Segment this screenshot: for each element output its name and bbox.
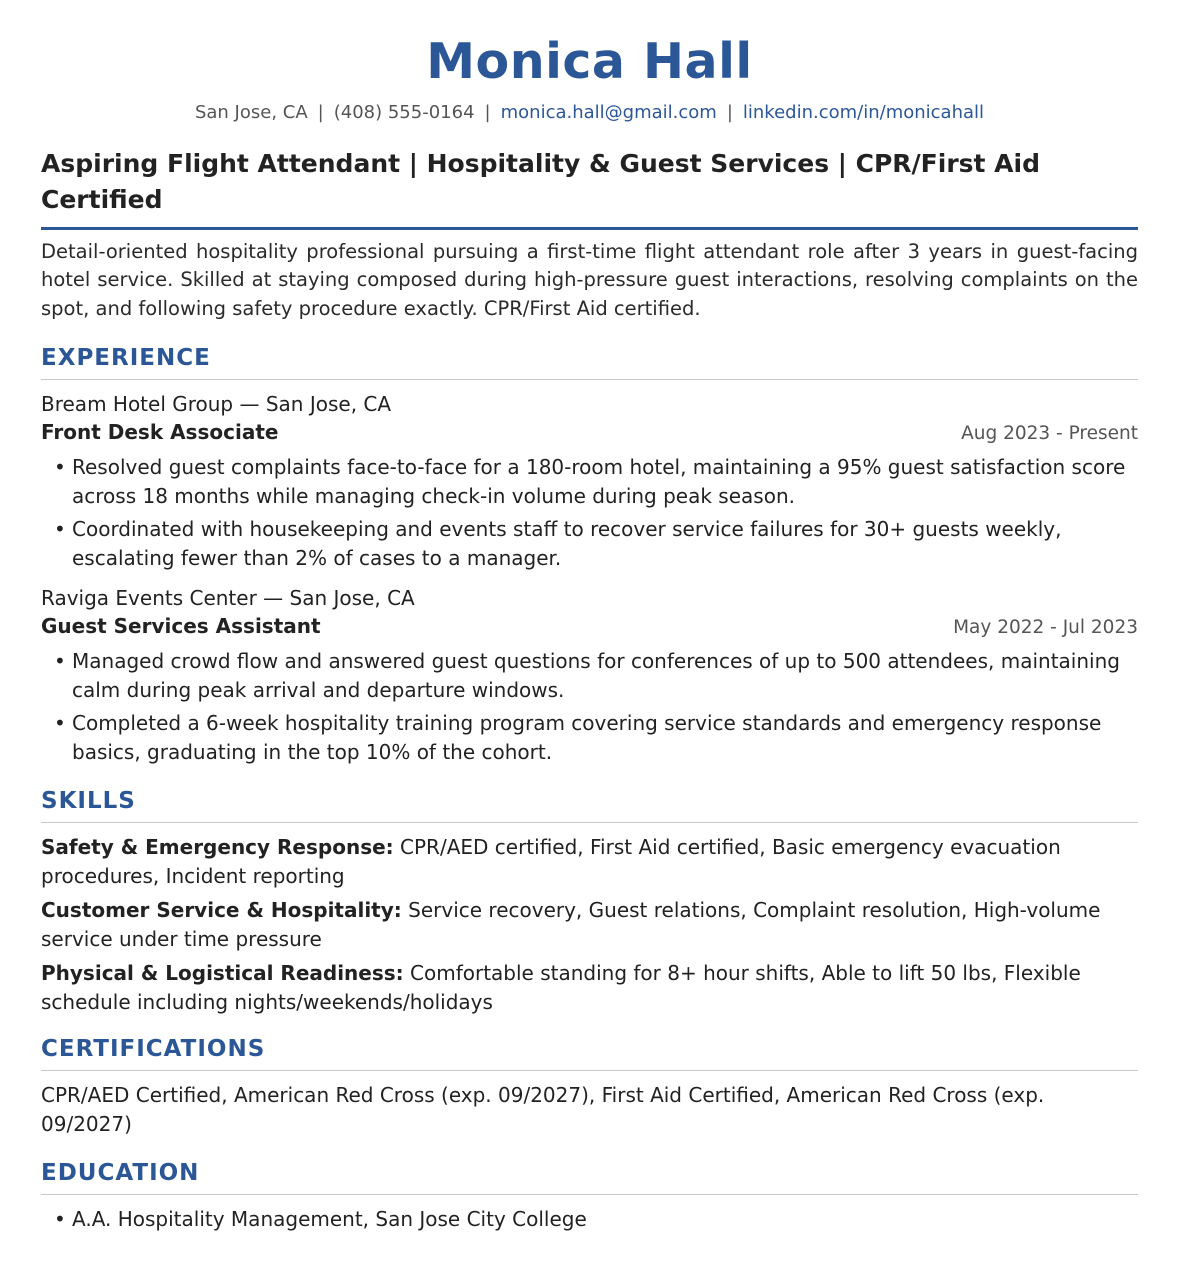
section-title-education: EDUCATION	[41, 1162, 1138, 1195]
job-title: Guest Services Assistant	[41, 614, 321, 639]
job-bullets	[41, 453, 1138, 572]
skill-group-items: Comfortable standing for 8+ hour shifts, Able to lift 50 lbs, Flexible schedule including nights/weekends/holidays	[41, 961, 1081, 1014]
phone-text: (408) 555-0164	[333, 102, 475, 123]
certifications-text: CPR/AED Certified, American Red Cross (exp. 09/2027), First Aid Certified, American Red Cross (exp. 09/2027)	[41, 1083, 1045, 1136]
list-item	[41, 515, 1138, 572]
education-section	[41, 1162, 1138, 1234]
job-organization: Bream Hotel Group — San Jose, CA	[41, 392, 392, 417]
skill-group-items: CPR/AED certified, First Aid certified, Basic emergency evacuation procedures, Incident reporting	[41, 835, 1061, 888]
job-role-row	[41, 612, 1138, 642]
skill-group-label: Physical & Logistical Readiness:	[41, 961, 404, 986]
skill-group	[41, 896, 1138, 953]
email-link[interactable]: monica.hall@gmail.com	[500, 102, 717, 123]
job-dates: Aug 2023 - Present	[961, 423, 1138, 445]
bullet-text: Coordinated with housekeeping and events staff to recover service failures for 30+ guests weekly, escalating fewer than 2% of cases to a manager.	[72, 517, 1062, 570]
headline: Aspiring Flight Attendant | Hospitality & Guest Services | CPR/First Aid Certified	[41, 146, 1138, 230]
list-item	[41, 647, 1138, 704]
skill-group-items: Service recovery, Guest relations, Complaint resolution, High-volume service under time pressure	[41, 898, 1101, 951]
job-entry	[41, 390, 1138, 572]
skills-section	[41, 790, 1138, 1016]
section-title-skills: SKILLS	[41, 790, 1138, 823]
job-role-row	[41, 418, 1138, 448]
experience-section	[41, 347, 1138, 766]
skill-group	[41, 833, 1138, 890]
skill-group-label: Customer Service & Hospitality:	[41, 898, 402, 923]
list-item	[41, 453, 1138, 510]
job-bullets	[41, 647, 1138, 766]
job-title: Front Desk Associate	[41, 420, 279, 445]
skill-group	[41, 959, 1138, 1016]
bullet-icon: •	[54, 649, 66, 674]
job-organization: Raviga Events Center — San Jose, CA	[41, 586, 415, 611]
bullet-text: Completed a 6-week hospitality training program covering service standards and emergency response basics, graduating in the top 10% of the cohort.	[72, 711, 1102, 764]
linkedin-link[interactable]: linkedin.com/in/monicahall	[742, 102, 985, 123]
contact-separator: |	[317, 102, 324, 123]
job-dates: May 2022 - Jul 2023	[953, 617, 1138, 639]
location-text: San Jose, CA	[194, 102, 308, 123]
summary-paragraph: Detail-oriented hospitality professional pursuing a first-time flight attendant role after 3 years in guest-facing hotel service. Skilled at staying composed during high-pressure guest interactions, resolving complaints on the spot, and following safety procedure exactly. CPR/First Aid certified.	[41, 239, 1138, 320]
bullet-icon: •	[54, 1207, 66, 1232]
candidate-name: Monica Hall	[426, 33, 753, 90]
education-list	[41, 1205, 1138, 1234]
certifications-section	[41, 1038, 1138, 1138]
bullet-icon: •	[54, 455, 66, 480]
bullet-text: Resolved guest complaints face-to-face for a 180-room hotel, maintaining a 95% guest satisfaction score across 18 months while managing check-in volume during peak season.	[72, 455, 1126, 508]
contact-separator: |	[726, 102, 733, 123]
bullet-text: Managed crowd flow and answered guest questions for conferences of up to 500 attendees, maintaining calm during peak arrival and departure windows.	[72, 649, 1120, 702]
job-entry	[41, 584, 1138, 766]
section-title-experience: EXPERIENCE	[41, 347, 1138, 380]
contact-line	[41, 102, 1138, 124]
bullet-icon: •	[54, 711, 66, 736]
education-item: A.A. Hospitality Management, San Jose City College	[72, 1207, 587, 1232]
section-title-certifications: CERTIFICATIONS	[41, 1038, 1138, 1071]
bullet-icon: •	[54, 517, 66, 542]
skill-group-label: Safety & Emergency Response:	[41, 835, 394, 860]
list-item	[41, 709, 1138, 766]
contact-separator: |	[484, 102, 491, 123]
list-item	[41, 1205, 1138, 1234]
